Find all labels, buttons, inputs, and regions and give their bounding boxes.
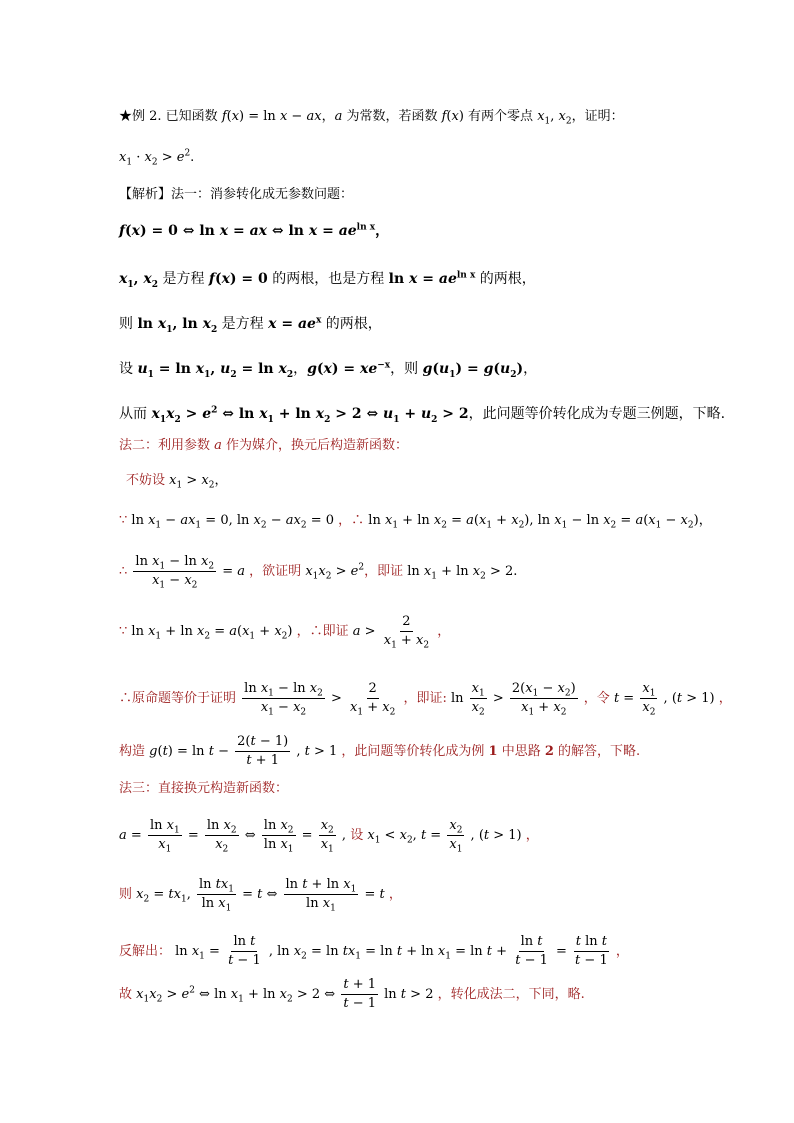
fraction: $\frac{\ln t + \ln x_1}{\ln x_1}$ [285,877,357,914]
fraction: $\frac{x_1}{x_2}$ [471,681,485,718]
fraction: $\frac{\ln tx_1}{\ln x_1}$ [198,877,234,914]
method3-line-1: a = $\frac{\ln x_1}{x_1}$ = $\frac{\ln x_2}{x_2}$ ⇔ $\frac{\ln x_2}{\ln x_1}$ = $\frac{x_2}{x_1}$ , 设 $x_1 < x_2$, t = $\frac{x_2}{x_1}$ , (t > 1) ， [119,818,539,855]
fraction: $\frac{\text{t ln t}}{t - 1}$ [575,934,608,968]
method2-line-4: ∵ $\ln x_1 + \ln x_2 = a(x_1 + x_2)$ ，∴即证 a > $\frac{2}{x_1 + x_2}$ ， [119,614,451,651]
fraction: $\frac{x_2}{x_1}$ [320,818,334,855]
fraction: $\frac{\text{ln t}}{t - 1}$ [228,934,261,968]
method3-line-4: 故 $x_1x_2 > e^2$ ⇔ $\ln x_1 + \ln x_2 > 2$ ⇔ $\frac{t + 1}{t - 1}$ ln t > 2 ，转化成法二，下同，略. [119,977,585,1011]
fraction: $\frac{\ln x_1}{x_1}$ [149,818,180,855]
method2-line-6: 构造 g(t) = ln t − $\frac{2(t - 1)}{t + 1}$ , t > 1 ，此问题等价转化成为例 1 中思路 2 的解答，下略. [119,734,641,768]
method2-line-1: 不妨设 $x_1 > x_2$， [126,473,228,491]
method1-line-1: f(x) = 0 ⇔ ln x = ax ⇔ $\ln x = ae^{ln x}$， [119,222,390,239]
analysis-header: 【解析】 [119,187,172,202]
fraction: $\frac{t + 1}{t - 1}$ [343,977,376,1011]
fraction: $\frac{2(x_1 - x_2)}{x_1 + x_2}$ [511,681,576,718]
method3-line-3: 反解出： $\ln x_1$ = $\frac{\text{ln t}}{t - 1}$ , $\ln x_2 = \ln tx_1 = \ln t + \ln x_1 = \ln t$ + $\frac{\text{ln t}}{t - 1}$ = $\frac{\text{t ln t}}{t - 1}$ ， [119,934,629,968]
method2-title: 法二：利用参数 a 作为媒介，换元后构造新函数： [119,438,409,453]
method2-line-2: ∵ $\ln x_1 - ax_1 = 0$, $\ln x_2 - ax_2 = 0$ ，∴ $\ln x_1 + \ln x_2 = a(x_1 + x_2)$, $\ln x_1 - \ln x_2 = a(x_1 - x_2)$， [119,513,712,531]
method1-line-2: $x_1$, $x_2$ 是方程 f(x) = 0 的两根，也是方程 $\ln x = ae^{ln x}$ 的两根， [119,270,536,290]
fraction: $\frac{\ln x_1 - \ln x_2}{x_1 - x_2}$ [244,681,323,718]
example-statement: ★例 2. 已知函数 f(x) = ln x − ax，a 为常数，若函数 f(x) 有两个零点 $x_1$, $x_2$，证明： [119,109,624,127]
method1-line-4: 设 $u_1 = \ln x_1$, $u_2 = \ln x_2$，$g(x) = xe^{-x}$，则 $g(u_1) = g(u_2)$， [119,360,538,380]
method3-line-2: 则 $x_2 = tx_1$, $\frac{\ln tx_1}{\ln x_1}$ = t ⇔ $\frac{\ln t + \ln x_1}{\ln x_1}$ = t ， [119,877,402,914]
fraction: $\frac{\ln x_2}{x_2}$ [206,818,237,855]
method1-line-3: 则 $\ln x_1$, $\ln x_2$ 是方程 $x = ae^x$ 的两根， [119,315,382,335]
fraction: $\frac{\ln x_2}{\ln x_1}$ [263,818,294,855]
fraction: $\frac{2(t - 1)}{t + 1}$ [237,734,289,768]
method2-line-5: ∴原命题等价于证明 $\frac{\ln x_1 - \ln x_2}{x_1 - x_2}$ > $\frac{2}{x_1 + x_2}$ ，即证: ln $\frac{x_1}{x_2}$ > $\frac{2(x_1 - x_2)}{x_1 + x_2}$ ，令 t = $\frac{x_1}{x_2}$ , (t > 1) ， [119,681,732,718]
fraction: $\frac{\ln x_1 - \ln x_2}{x_1 - x_2}$ [135,554,215,591]
fraction: $\frac{x_1}{x_2}$ [642,681,656,718]
method1-title: 【解析】法一：消参转化成无参数问题： [119,187,354,202]
fraction: $\frac{2}{x_1 + x_2}$ [349,681,396,718]
example-conclusion: $x_1 \cdot x_2 > e^2$. [119,148,195,168]
example-label: ★例 2. [119,109,162,124]
method2-line-3: ∴ $\frac{\ln x_1 - \ln x_2}{x_1 - x_2}$ = a ，欲证明 $x_1x_2 > e^2$，即证 $\ln x_1 + \ln x_2 > 2$. [119,554,518,591]
fraction: $\frac{2}{x_1 + x_2}$ [383,614,430,651]
method1-line-5: 从而 $x_1x_2 > e^2$ ⇔ $\ln x_1 + \ln x_2 > 2$ ⇔ $u_1 + u_2 > 2$，此问题等价转化成为专题三例题，下略. [119,405,726,425]
fraction: $\frac{x_2}{x_1}$ [449,818,463,855]
fraction: $\frac{\text{ln t}}{t - 1}$ [515,934,548,968]
method3-title: 法三：直接换元构造新函数： [119,781,289,796]
